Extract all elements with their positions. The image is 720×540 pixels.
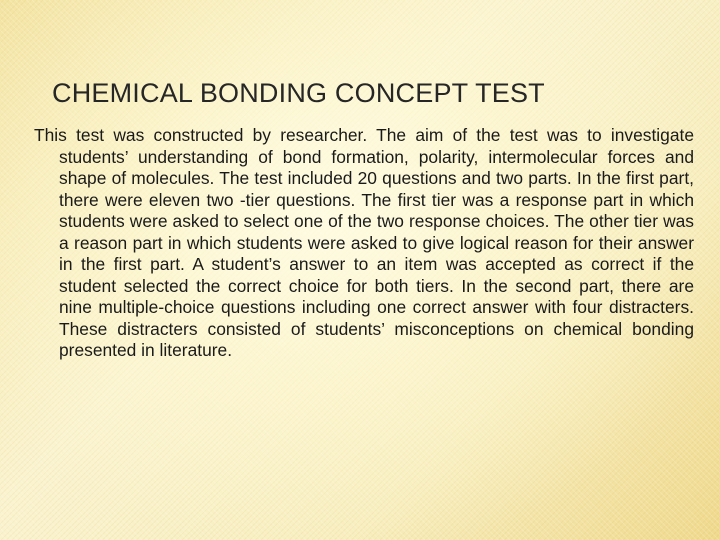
slide-title: CHEMICAL BONDING CONCEPT TEST xyxy=(52,78,545,108)
slide-content xyxy=(34,125,694,362)
body-paragraph: This test was constructed by researcher. The aim of the test was to investigate students’ understanding of bond formation, polarity, intermolecular forces and shape of molecules. The test included 20 questions and two parts. In the first part, there were eleven two -tier questions. The first tier was a response part in which students were asked to select one of the two response choices. The other tier was a reason part in which students were asked to give logical reason for their answer in the first part. A student’s answer to an item was accepted as correct if the student selected the correct choice for both tiers. In the second part, there are nine multiple-choice questions including one correct answer with four distracters. These distracters consisted of students’ misconceptions on chemical bonding presented in literature. xyxy=(34,125,694,360)
